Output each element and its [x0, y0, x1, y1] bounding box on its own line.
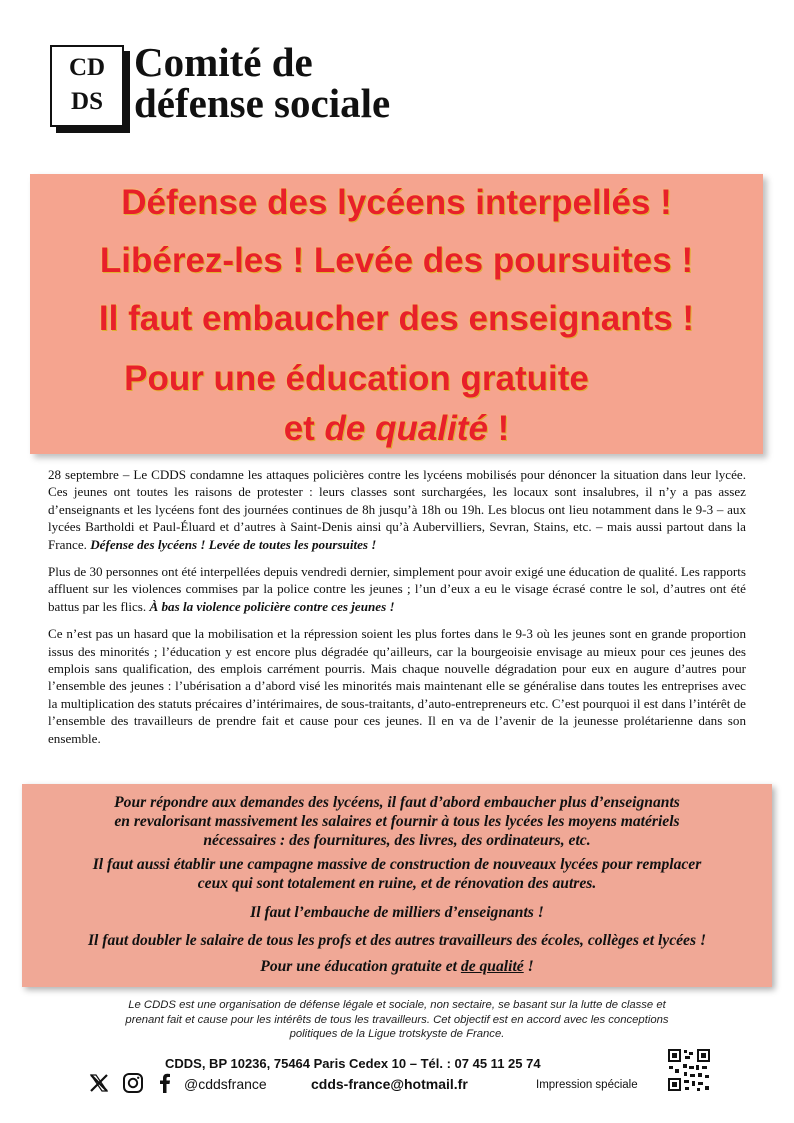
postal-address: CDDS, BP 10236, 75464 Paris Cedex 10 – Tél. : 07 45 11 25 74 — [165, 1056, 541, 1071]
headline-line-2: Libérez-les ! Levée des poursuites ! — [99, 241, 694, 280]
demand-3: Il faut l’embauche de milliers d’enseignants ! — [250, 904, 544, 921]
demand-1 — [22, 793, 772, 850]
demand-2-line-1: Il faut aussi établir une campagne massive de construction de nouveaux lycées pour remplacer — [92, 856, 702, 873]
about-statement — [50, 998, 744, 1042]
demand-5 — [22, 957, 772, 976]
social-handle[interactable]: @cddsfrance — [184, 1076, 267, 1092]
paragraph-2-slogan: À bas la violence policière contre ces jeunes ! — [149, 598, 395, 614]
email-address[interactable]: cdds-france@hotmail.fr — [311, 1076, 468, 1092]
about-line-1: Le CDDS est une organisation de défense légale et sociale, non sectaire, se basant sur la lutte de classe et — [128, 999, 666, 1011]
logo — [50, 45, 124, 127]
demand-5-emphasis: de qualité — [460, 958, 524, 975]
facebook-icon[interactable] — [154, 1072, 176, 1094]
headline-line-3: Il faut embaucher des enseignants ! — [98, 299, 695, 338]
qr-code-icon — [667, 1048, 711, 1092]
demand-1-line-1: Pour répondre aux demandes des lycéens, il faut d’abord embaucher plus d’enseignants — [114, 794, 680, 811]
org-name-line-1: Comité de — [134, 39, 313, 85]
demand-1-line-2: en revalorisant massivement les salaires et fournir à tous les lycées les moyens matériels — [114, 813, 680, 830]
about-line-3: politiques de la Ligue trotskyste de France. — [289, 1028, 505, 1040]
x-icon[interactable] — [88, 1072, 110, 1094]
print-note: Impression spéciale — [536, 1079, 638, 1091]
paragraph-3: Ce n’est pas un hasard que la mobilisation et la répression soient les plus fortes dans le 9-3 où les jeunes sont en grande proportion issus des minorités ; l’éducation y est encore plus dégradée qu’ailleurs, car la bourgeoisie envisage au mieux pour ces jeunes des emplois sans qualification, des emplois carrément pourris. Mais chaque nouvelle dégradation pour eux en augure d’autres pour l’ensemble des jeunes : l’ubérisation a d’abord visé les minorités mais maintenant elle se généralise dans toutes les entreprises avec la multiplication des statuts précaires d’intérimaires, de sous-traitants, d’auto-entrepreneurs etc. C’est pourquoi il est dans l’intérêt de l’ensemble des travailleurs de prendre fait et cause pour ces jeunes. Il en va de l’avenir de la jeunesse prolétarienne dans son ensemble. — [48, 626, 746, 746]
organization-name — [134, 39, 391, 126]
demands-box — [22, 784, 772, 987]
about-line-2: prenant fait et cause pour les intérêts de tous les travailleurs. Cet objectif est en accord avec les conceptions — [125, 1013, 669, 1026]
demand-2 — [22, 855, 772, 893]
headline-line-5-prefix: et — [283, 409, 315, 448]
logo-line-2: DS — [71, 88, 103, 115]
demand-2-line-2: ceux qui sont totalement en ruine, et de rénovation des autres. — [197, 875, 597, 892]
headline-box — [30, 174, 763, 454]
headline-line-5 — [30, 406, 763, 452]
paragraph-1-slogan: Défense des lycéens ! Levée de toutes les poursuites ! — [90, 536, 377, 552]
headline-line-5-suffix: ! — [497, 409, 510, 448]
logo-line-1: CD — [68, 54, 106, 81]
paragraph-1 — [48, 466, 746, 553]
demand-4: Il faut doubler le salaire de tous les profs et des autres travailleurs des écoles, collèges et lycées ! — [87, 932, 707, 949]
demand-5-prefix: Pour une éducation gratuite et — [260, 958, 457, 975]
org-name-line-2: défense sociale — [134, 80, 391, 126]
paragraph-2-text: Plus de 30 personnes ont été interpellées depuis vendredi dernier, simplement pour avoir exigé une éducation de qualité. Les rapports affluent sur les violences commises par la police contre les jeunes ; l’un d’eux a eu le visage écrasé contre le sol, d’autres ont été battus par les flics. — [48, 564, 746, 614]
headline-line-4: Pour une éducation gratuite — [124, 359, 589, 398]
demand-1-line-3: nécessaires : des fournitures, des livres, des ordinateurs, etc. — [203, 832, 591, 849]
article-body — [48, 466, 746, 757]
headline-line-1: Défense des lycéens interpellés ! — [121, 183, 672, 222]
headline-line-5-emphasis: de qualité — [324, 409, 488, 448]
instagram-icon[interactable] — [122, 1072, 144, 1094]
paragraph-1-text: 28 septembre – Le CDDS condamne les attaques policières contre les lycéens mobilisés pour dénoncer la situation dans leur lycée. Ces jeunes ont toutes les raisons de protester : leurs classes sont surchargées, les locaux sont insalubres, il n’y a pas assez d’enseignants et les lycéens font des journées continues de 8h jusqu’à 18h ou 19h. Les blocus ont lieu notamment dans le 9-3 – aux lycées Bartholdi et Paul-Éluard et d’autres à Saint-Denis ainsi qu’à Aubervilliers, Sevran, Stains, etc. – mais aussi partout dans la France. — [48, 467, 746, 552]
demand-5-suffix: ! — [527, 958, 534, 975]
paragraph-2 — [48, 563, 746, 615]
